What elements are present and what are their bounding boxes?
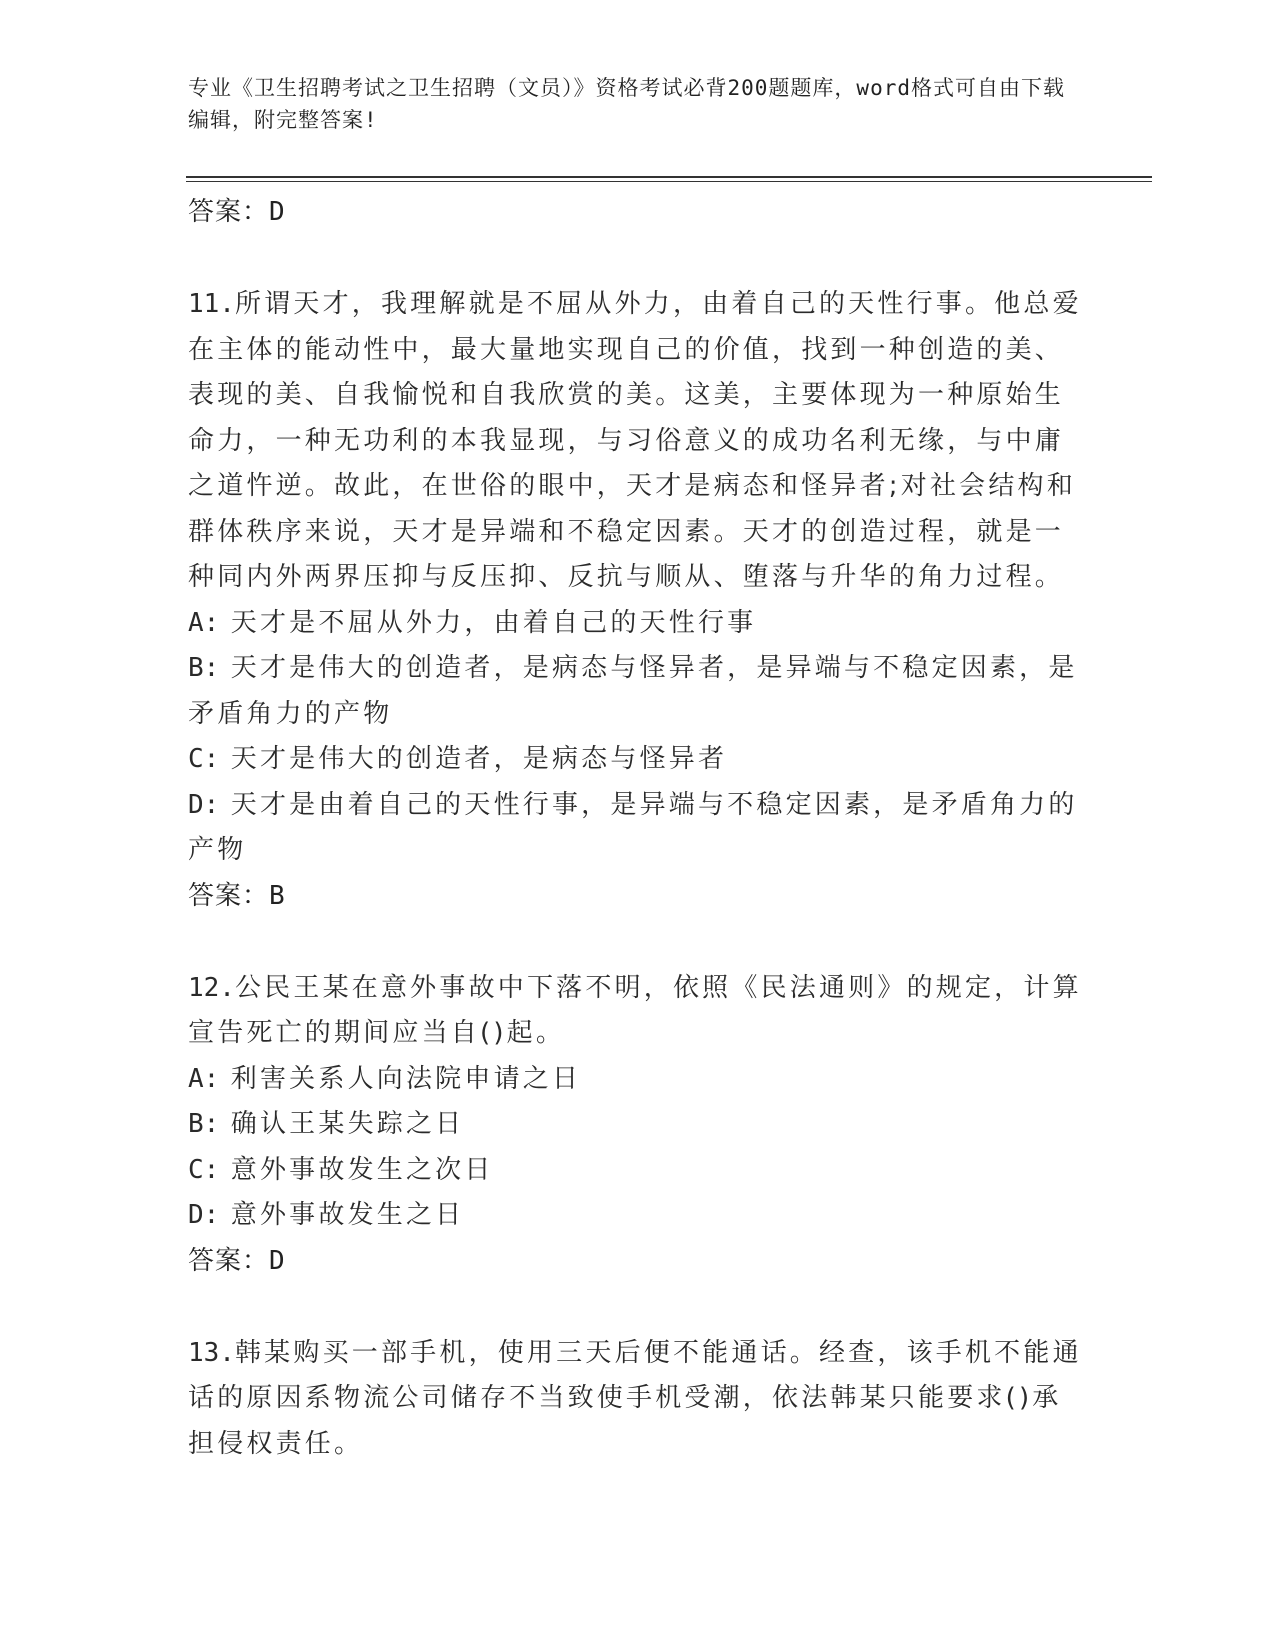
option-key: C:	[188, 1154, 220, 1185]
question-body: 所谓天才，我理解就是不屈从外力，由着自己的天性行事。他总爱在主体的能动性中，最大量地实现自己的价值，找到一种创造的美、表现的美、自我愉悦和自我欣赏的美。这美，主要体现为一种原始生命力，一种无功利的本我显现，与习俗意义的成功名利无缘，与中庸之道忤逆。故此，在世俗的眼中，天才是病态和怪异者;对社会结构和群体秩序来说，天才是异端和不稳定因素。天才的创造过程，就是一种同内外两界压抑与反压抑、反抗与顺从、堕落与升华的角力过程。	[188, 289, 1082, 592]
answer-label: 答案：	[188, 1245, 270, 1276]
option-key: A:	[188, 1063, 220, 1094]
option-d	[188, 783, 1088, 874]
question-text	[188, 966, 1088, 1057]
answer-line	[188, 1239, 1088, 1283]
option-key: D:	[188, 789, 220, 820]
option-c	[188, 1148, 1088, 1194]
option-text: 利害关系人向法院申请之日	[230, 1063, 582, 1094]
document-header	[188, 72, 1068, 136]
answer-value: D	[269, 197, 286, 227]
question-11	[188, 282, 1088, 918]
answer-value: D	[269, 1245, 286, 1276]
option-d	[188, 1193, 1088, 1239]
question-number: 11.	[188, 289, 235, 319]
option-key: A:	[188, 607, 220, 638]
option-text: 天才是不屈从外力，由着自己的天性行事	[230, 607, 757, 638]
answer-line	[188, 190, 1088, 234]
option-c	[188, 737, 1088, 783]
option-a	[188, 1057, 1088, 1103]
option-text: 天才是由着自己的天性行事，是异端与不稳定因素，是矛盾角力的产物	[188, 789, 1078, 865]
header-rule	[186, 176, 1152, 178]
answer-value: B	[269, 880, 286, 911]
option-text: 天才是伟大的创造者，是病态与怪异者	[230, 744, 728, 774]
document-body	[188, 190, 1088, 1467]
option-text: 意外事故发生之日	[230, 1200, 465, 1230]
option-key: B:	[188, 653, 220, 683]
option-a	[188, 601, 1088, 647]
question-number: 12.	[188, 972, 235, 1003]
answer-label: 答案：	[188, 880, 270, 911]
option-text: 确认王某失踪之日	[230, 1109, 465, 1139]
question-12	[188, 966, 1088, 1283]
option-key: B:	[188, 1109, 220, 1139]
question-body: 韩某购买一部手机，使用三天后便不能通话。经查，该手机不能通话的原因系物流公司储存不当致使手机受潮，依法韩某只能要求()承担侵权责任。	[188, 1337, 1082, 1459]
question-text	[188, 1331, 1088, 1468]
answer-line	[188, 874, 1088, 918]
header-rule-thin	[186, 181, 1152, 182]
question-number: 13.	[188, 1337, 235, 1368]
question-13	[188, 1331, 1088, 1468]
option-key: D:	[188, 1200, 220, 1230]
option-text: 天才是伟大的创造者，是病态与怪异者，是异端与不稳定因素，是矛盾角力的产物	[188, 653, 1078, 729]
answer-label: 答案：	[188, 197, 270, 227]
question-body: 公民王某在意外事故中下落不明，依照《民法通则》的规定，计算宣告死亡的期间应当自()起。	[188, 972, 1082, 1048]
header-text: 专业《卫生招聘考试之卫生招聘（文员）》资格考试必背200题题库，word格式可自由下载编辑，附完整答案!	[188, 76, 1065, 132]
option-key: C:	[188, 744, 220, 774]
option-b	[188, 1102, 1088, 1148]
question-text	[188, 282, 1088, 601]
option-b	[188, 646, 1088, 737]
option-text: 意外事故发生之次日	[230, 1154, 494, 1185]
